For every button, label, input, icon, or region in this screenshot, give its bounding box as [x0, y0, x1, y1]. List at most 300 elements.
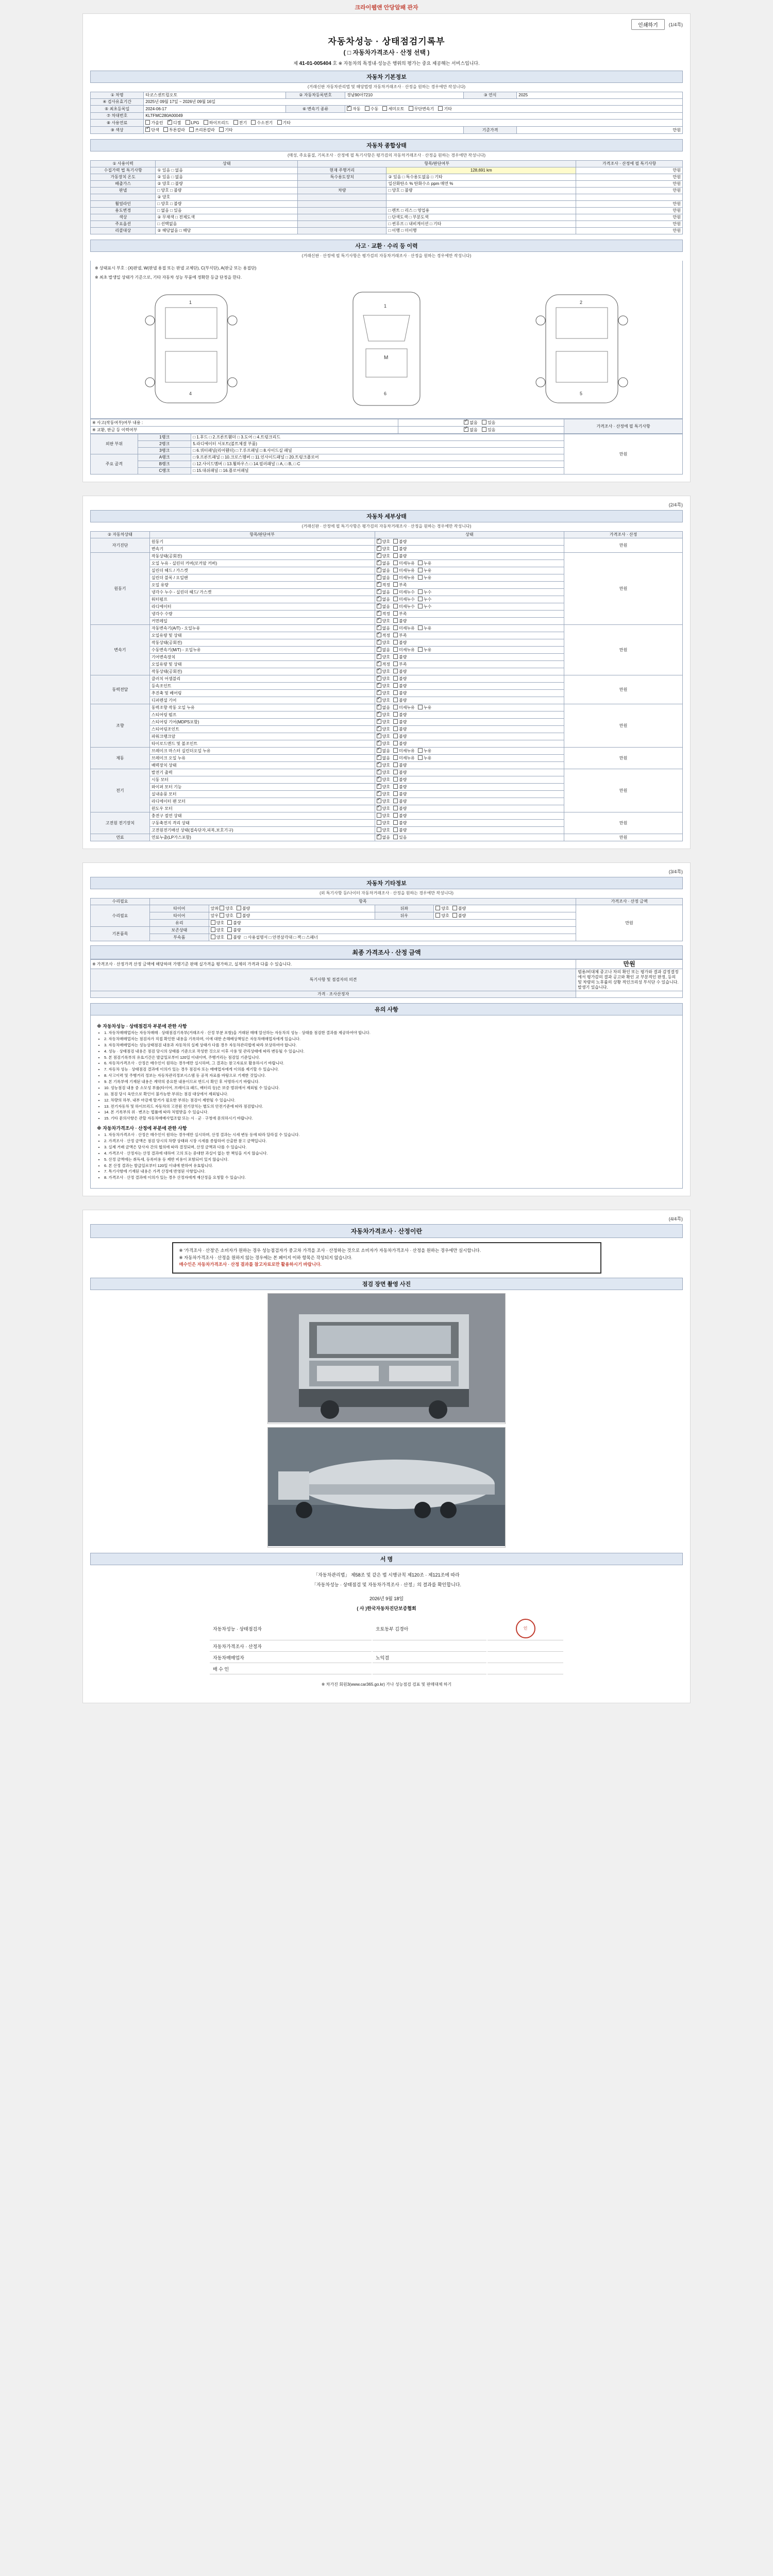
detail-opt-미세누유[interactable]: 미세누유: [393, 625, 415, 631]
detail-item-1-7: 라디에이터: [149, 603, 375, 611]
final-price-table: [90, 959, 683, 998]
detail-opt-양호[interactable]: ✓ 양호: [377, 654, 390, 660]
photo-2: [267, 1427, 506, 1548]
detail-item-7-1: 구동축전지 격리 상태: [149, 820, 375, 827]
detail-opt-불량[interactable]: 불량: [393, 539, 407, 545]
svg-text:1: 1: [383, 303, 386, 309]
fuel-opt-hybrid[interactable]: 하이브리드: [204, 120, 229, 126]
doc-law-line: [90, 60, 683, 66]
detail-item-2-1: 오일유량 및 상태: [149, 632, 375, 639]
detail-opt-양호[interactable]: 양호: [377, 813, 390, 819]
page-number-2: (2/4쪽): [668, 502, 683, 507]
price-explain-title: 자동차가격조사 · 산정이란: [90, 1224, 683, 1238]
terms-item: • 15. 기타 문의사항은 관할 자동차매매사업조합 또는 시 · 군 · 구청에 문의하시기 바랍니다.: [104, 1116, 676, 1122]
parts-items-2[interactable]: 5.라디에이터 서포트(볼트체결 부품): [191, 441, 564, 448]
page-1: [82, 13, 691, 482]
detail-opt-없음[interactable]: ✓ 없음: [377, 748, 390, 754]
etc-tire-front-right[interactable]: 앞우 양호 불량: [209, 912, 375, 920]
detail-state-7-1[interactable]: [375, 820, 564, 827]
detail-opt-양호[interactable]: ✓ 양호: [377, 777, 390, 783]
transmission-opt-etc[interactable]: 기타: [438, 106, 451, 112]
overall-row-5-name: 휠얼라인: [91, 201, 156, 208]
detail-opt-미세누유[interactable]: 미세누유: [393, 568, 415, 573]
detail-state-4-0[interactable]: [375, 704, 564, 711]
detail-state-2-2[interactable]: [375, 639, 564, 647]
table-row: [91, 834, 683, 841]
detail-opt-불량[interactable]: 불량: [393, 813, 407, 819]
field-label-inspection: ④ 검사유효기간: [91, 99, 144, 106]
accident-line-1: ※ 최초 발생일 상태가 기준으로, 기타 자동차 성능 부품에 정확한 등급 단정을 한다.: [95, 275, 242, 280]
terms-section-0-heading: ※ 자동차성능 · 상태점검자 부분에 관한 사항: [97, 1024, 187, 1029]
detail-opt-불량[interactable]: 불량: [393, 698, 407, 703]
terms-section-0-list: [104, 1030, 676, 1122]
detail-table-body: [91, 538, 683, 841]
overall-note: (매성, 주요품질, 기록조사 · 산정에 필 특기사항은 평가검의 자동차거래조사 · 산정을 원하는 경우에만 작성니다): [287, 153, 486, 158]
detail-opt-없음[interactable]: ✓ 없음: [377, 575, 390, 581]
overall-row-5-a[interactable]: □ 양호 □ 불량: [156, 201, 298, 208]
overall-row-2-b: [298, 181, 386, 188]
detail-opt-불량[interactable]: 불량: [393, 820, 407, 826]
detail-opt-불량[interactable]: 불량: [393, 784, 407, 790]
accident-parts-table: [90, 434, 683, 474]
terms-item: • 2. 자동차매매업자는 점검자가 직접 확인한 내용을 기록하며, 이에 대한 손해배상책임은 자동차매매업자에게 있습니다.: [104, 1037, 676, 1042]
detail-state-0-1[interactable]: [375, 546, 564, 553]
parts-items-a[interactable]: □ 9.프론트패널 □ 10.크로스멤버 □ 11.인사이드패널 □ 20.트렁크플로어: [191, 454, 564, 461]
detail-opt-없음[interactable]: ✓ 없음: [377, 597, 390, 602]
detail-note: (거래신판 · 산정에 필 특기사항은 평가검의 자동차거래조사 · 산정을 원하는 경우에만 작성니다): [301, 524, 472, 529]
terms-item: • 12. 차량의 하부, 내부 마감재 탈거가 필요한 부위는 점검이 제한될 수 있습니다.: [104, 1098, 676, 1104]
detail-head-0: ② 자동차상태: [91, 532, 150, 538]
detail-opt-양호[interactable]: ✓ 양호: [377, 690, 390, 696]
detail-group-4: 조향: [91, 704, 150, 748]
detail-item-5-0: 브레이크 마스터 실린더오일 누유: [149, 748, 375, 755]
detail-opt-불량[interactable]: 불량: [393, 777, 407, 783]
detail-opt-불량[interactable]: 불량: [393, 690, 407, 696]
parts-items-c[interactable]: □ 15.대쉬패널 □ 16.플로어패널: [191, 468, 564, 474]
detail-state-2-0[interactable]: [375, 625, 564, 632]
detail-state-6-5[interactable]: [375, 805, 564, 812]
overall-row-9-c[interactable]: □ 이행 □ 미이행: [386, 228, 576, 234]
detail-opt-불량[interactable]: 불량: [393, 799, 407, 804]
detail-opt-불량[interactable]: 불량: [393, 719, 407, 725]
detail-opt-양호[interactable]: 양호: [377, 827, 390, 833]
detail-opt-없음[interactable]: ✓ 없음: [377, 561, 390, 566]
detail-opt-미세누수[interactable]: 미세누수: [393, 589, 415, 595]
detail-state-3-3[interactable]: [375, 697, 564, 704]
detail-price-8: 만원: [564, 834, 683, 841]
etc-tire-rear-left[interactable]: [434, 905, 576, 912]
overall-row-1-d: 만원: [576, 174, 683, 181]
detail-opt-불량[interactable]: 불량: [393, 669, 407, 674]
overall-row-0-a[interactable]: ① 있음 □ 없음: [156, 167, 298, 174]
detail-opt-불량[interactable]: 불량: [393, 654, 407, 660]
signature-footer: ※ 차가진 회원3(www.car365.go.kr) 가나 성능점검 검표 및 판매대체 하기: [321, 1682, 452, 1687]
etc-tire-rear-right[interactable]: [434, 912, 576, 920]
transmission-opt-semi[interactable]: 세미오토: [382, 106, 404, 112]
detail-state-4-5[interactable]: [375, 740, 564, 748]
parts-group-frame: 주요 골격: [91, 454, 138, 474]
etc-tire-front-left[interactable]: 앞좌 양호 불량: [209, 905, 375, 912]
detail-opt-누유[interactable]: 누유: [418, 568, 431, 573]
field-value-carname: 타코스센트럴오토: [144, 92, 286, 99]
detail-opt-없음[interactable]: ✓ 없음: [377, 568, 390, 573]
detail-item-3-0: 클러치 어셈블리: [149, 675, 375, 683]
detail-state-7-0[interactable]: [375, 812, 564, 820]
detail-state-0-0[interactable]: [375, 538, 564, 546]
detail-opt-누유[interactable]: 누유: [418, 561, 431, 566]
detail-opt-없음[interactable]: ✓ 없음: [377, 755, 390, 761]
detail-opt-양호[interactable]: ✓ 양호: [377, 553, 390, 559]
transmission-opt-cvt[interactable]: 무단변속기: [409, 106, 434, 112]
detail-item-7-2: 고전원전기배선 상태(접속단자,피복,보호기구): [149, 827, 375, 834]
detail-state-1-5[interactable]: [375, 589, 564, 596]
detail-opt-부족[interactable]: 부족: [393, 662, 407, 667]
detail-item-4-0: 동력조향 작동 오일 누유: [149, 704, 375, 711]
detail-opt-미세누수[interactable]: 미세누수: [393, 604, 415, 609]
accident-panel-yes[interactable]: 있음: [482, 427, 495, 433]
page-number-3: (3/4쪽): [668, 869, 683, 874]
detail-state-2-3[interactable]: [375, 647, 564, 654]
detail-price-4: 만원: [564, 704, 683, 748]
overall-row-2-a[interactable]: ② 양호 □ 불량: [156, 181, 298, 188]
page-4: [82, 1210, 691, 1703]
detail-state-1-7[interactable]: [375, 603, 564, 611]
detail-state-3-1[interactable]: [375, 683, 564, 690]
detail-opt-있음[interactable]: 있음: [393, 835, 407, 840]
detail-opt-불량[interactable]: 불량: [393, 762, 407, 768]
overall-row-8-a[interactable]: □ 선택없음: [156, 221, 298, 228]
overall-row-6-c[interactable]: □ 렌트 □ 리스 □ 영업용: [386, 208, 576, 214]
detail-opt-양호[interactable]: ✓ 양호: [377, 762, 390, 768]
detail-item-5-1: 브레이크 오일 누유: [149, 755, 375, 762]
table-row: [91, 675, 683, 683]
detail-opt-부족[interactable]: 부족: [393, 611, 407, 617]
detail-opt-불량[interactable]: 불량: [393, 741, 407, 747]
detail-state-1-3[interactable]: [375, 574, 564, 582]
parts-items-3[interactable]: □ 6.쿼터패널(리어휀더) □ 7.루프패널 □ 8.사이드실 패널: [191, 448, 564, 454]
detail-head-3: 가격조사 · 산정: [564, 532, 683, 538]
detail-opt-미세누수[interactable]: 미세누수: [393, 597, 415, 602]
field-value-firstreg: 2024-06-17: [144, 106, 286, 113]
detail-opt-누유[interactable]: 누유: [418, 647, 431, 653]
terms-item: • 4. 가격조사 · 산정자는 산정 결과에 대하여 고의 또는 중대한 과실이 없는 한 책임을 지지 않습니다.: [104, 1151, 676, 1157]
terms-item: • 1. 자동차가격조사 · 산정은 매수인이 원하는 경우에만 실시하며, 산정 결과는 시세 변동 등에 따라 달라질 수 있습니다.: [104, 1132, 676, 1138]
detail-opt-불량[interactable]: 불량: [393, 683, 407, 689]
detail-opt-미세누유[interactable]: 미세누유: [393, 755, 415, 761]
etc-tire-label-2: 타이어: [149, 912, 209, 920]
detail-state-2-5[interactable]: [375, 661, 564, 668]
etc-head-1: 항목: [149, 899, 576, 905]
detail-state-6-1[interactable]: [375, 776, 564, 784]
detail-state-1-2[interactable]: [375, 567, 564, 574]
overall-row-5-d: 만원: [576, 201, 683, 208]
fuel-opt-etc[interactable]: 기타: [277, 120, 291, 126]
detail-head-1: 항목/판단여부: [149, 532, 375, 538]
detail-opt-양호[interactable]: ✓ 양호: [377, 669, 390, 674]
detail-price-6: 만원: [564, 769, 683, 812]
overall-row-8-name: 주요옵션: [91, 221, 156, 228]
detail-opt-누유[interactable]: 누유: [418, 625, 431, 631]
detail-opt-미세누유[interactable]: 미세누유: [393, 748, 415, 754]
detail-item-4-2: 스티어링 기어(MDPS포함): [149, 719, 375, 726]
color-opt-three[interactable]: 쓰리톤칼라: [189, 127, 215, 133]
detail-opt-양호[interactable]: ✓ 양호: [377, 734, 390, 739]
detail-opt-적정[interactable]: ✓ 적정: [377, 633, 390, 638]
table-row: [91, 704, 683, 711]
etc-basic-row-0-title: 보존상태: [149, 927, 209, 934]
table-row: [91, 812, 683, 820]
detail-opt-양호[interactable]: ✓ 양호: [377, 799, 390, 804]
sig-row-0-value: 오토동부 김경아: [373, 1617, 486, 1640]
basic-1-good: 양호: [211, 935, 224, 940]
terms-item: • 13. 전기자동차 및 하이브리드 자동차의 고전원 전기장치는 별도의 안전기준에 따라 점검합니다.: [104, 1104, 676, 1110]
detail-state-4-1[interactable]: [375, 711, 564, 719]
sig-row-0-stamp: [488, 1617, 563, 1640]
detail-opt-미세누유[interactable]: 미세누유: [393, 561, 415, 566]
detail-opt-양호[interactable]: ✓ 양호: [377, 539, 390, 545]
detail-opt-적정[interactable]: ✓ 적정: [377, 611, 390, 617]
detail-state-1-1[interactable]: [375, 560, 564, 567]
detail-opt-없음[interactable]: ✓ 없음: [377, 705, 390, 710]
detail-opt-없음[interactable]: ✓ 없음: [377, 625, 390, 631]
terms-item: • 5. 본 점검기록부의 유효기간은 발급일로부터 120일 이내이며, 주행거리는 점검일 기준입니다.: [104, 1055, 676, 1061]
page-number-1: (1/4쪽): [668, 22, 683, 27]
detail-state-4-2[interactable]: [375, 719, 564, 726]
detail-opt-양호[interactable]: ✓ 양호: [377, 546, 390, 552]
detail-state-4-4[interactable]: [375, 733, 564, 740]
detail-item-4-5: 타이로드엔드 및 볼조인트: [149, 740, 375, 748]
terms-item: • 3. 실제 거래 금액은 당사자 간의 협의에 따라 결정되며, 산정 금액과 다를 수 있습니다.: [104, 1145, 676, 1150]
detail-opt-양호[interactable]: ✓ 양호: [377, 741, 390, 747]
overall-head-0: ① 사용이력: [91, 161, 156, 167]
sig-row-1-key: 자동차가격조사 · 산정자: [210, 1641, 372, 1652]
dealer-label: 가격 · 조사산정자: [91, 991, 576, 998]
parts-items-1[interactable]: □ 1.후드 □ 2.프론트휀더 □ 3.도어 □ 4.트렁크리드: [191, 434, 564, 441]
page-title: 자동차성능 · 상태점검기록부: [328, 37, 445, 46]
etc-basic-row-1-value[interactable]: [209, 934, 576, 941]
detail-item-7-0: 충전구 절연 상태: [149, 812, 375, 820]
sig-row-3-key: 매 수 인: [210, 1664, 372, 1674]
detail-state-3-0[interactable]: [375, 675, 564, 683]
detail-item-6-1: 시동 모터: [149, 776, 375, 784]
overall-row-9-a[interactable]: ② 해당없음 □ 해당: [156, 228, 298, 234]
terms-section-1-list: [104, 1132, 676, 1181]
detail-state-2-4[interactable]: [375, 654, 564, 661]
detail-state-2-6[interactable]: [375, 668, 564, 675]
detail-state-5-0[interactable]: [375, 748, 564, 755]
detail-state-5-1[interactable]: [375, 755, 564, 762]
etc-group-repair: 수리필요: [91, 905, 150, 927]
detail-opt-양호[interactable]: ✓ 양호: [377, 683, 390, 689]
detail-table: [90, 531, 683, 841]
detail-opt-불량[interactable]: 불량: [393, 712, 407, 718]
detail-opt-누수[interactable]: 누수: [418, 604, 431, 609]
detail-opt-누유[interactable]: 누유: [418, 755, 431, 761]
etc-basic-row-0-value[interactable]: [209, 927, 576, 934]
color-opt-two[interactable]: 투톤칼라: [163, 127, 185, 133]
parts-items-b[interactable]: □ 12.사이드멤버 □ 13.휠하우스 □ 14.필러패널 □ A, □ B, □ C: [191, 461, 564, 468]
detail-price-3: 만원: [564, 675, 683, 704]
field-value-transmission: [345, 106, 683, 113]
detail-group-7: 고전원 전기장치: [91, 812, 150, 834]
overall-row-8-d: 만원: [576, 221, 683, 228]
fuel-opt-hydrogen[interactable]: 수소전기: [251, 120, 273, 126]
detail-opt-불량[interactable]: 불량: [393, 791, 407, 797]
parts-rank-2: 2랭크: [138, 441, 191, 448]
detail-opt-양호[interactable]: ✓ 양호: [377, 770, 390, 775]
detail-opt-양호[interactable]: ✓ 양호: [377, 698, 390, 703]
detail-opt-누수[interactable]: 누수: [418, 589, 431, 595]
detail-opt-불량[interactable]: 불량: [393, 734, 407, 739]
detail-state-1-0[interactable]: [375, 553, 564, 560]
color-opt-etc[interactable]: 기타: [219, 127, 232, 133]
detail-state-6-3[interactable]: [375, 791, 564, 798]
detail-opt-불량[interactable]: 불량: [393, 770, 407, 775]
detail-state-7-2[interactable]: [375, 827, 564, 834]
detail-opt-부족[interactable]: 부족: [393, 633, 407, 638]
detail-opt-양호[interactable]: ✓ 양호: [377, 791, 390, 797]
detail-opt-적정[interactable]: ✓ 적정: [377, 582, 390, 588]
overall-row-7-c[interactable]: □ 단색도색 □ 부분도색: [386, 214, 576, 221]
fuel-opt-diesel[interactable]: ✓ 디젤: [167, 120, 181, 126]
detail-item-0-1: 변속기: [149, 546, 375, 553]
detail-state-5-2[interactable]: [375, 762, 564, 769]
overall-row-6-a[interactable]: □ 없음 □ 있음: [156, 208, 298, 214]
detail-item-1-8: 냉각수 수량: [149, 611, 375, 618]
detail-state-1-9[interactable]: [375, 618, 564, 625]
detail-opt-누유[interactable]: 누유: [418, 575, 431, 581]
basic-0-bad: 불량: [227, 927, 241, 933]
overall-row-4-name: [91, 194, 156, 201]
detail-state-8-0[interactable]: [375, 834, 564, 841]
transmission-opt-auto[interactable]: ✓ 자동: [347, 106, 360, 112]
page-3: [82, 862, 691, 1196]
overall-row-0-c: 128,691 km: [386, 167, 576, 174]
etc-glass-value[interactable]: [209, 920, 576, 927]
top-notice-text: 크라이웹앤 안당알패 관자: [355, 5, 418, 11]
detail-opt-없음[interactable]: ✓ 없음: [377, 589, 390, 595]
overall-row-1-a[interactable]: ② 있음 □ 없음: [156, 174, 298, 181]
detail-opt-양호[interactable]: ✓ 양호: [377, 640, 390, 646]
detail-opt-양호[interactable]: ✓ 양호: [377, 784, 390, 790]
detail-opt-양호[interactable]: ✓ 양호: [377, 712, 390, 718]
detail-item-0-0: 원동기: [149, 538, 375, 546]
tire-rr-bad: 불량: [452, 913, 466, 919]
overall-row-2-name: 배출가스: [91, 181, 156, 188]
color-opt-single[interactable]: ✓ 단색: [145, 127, 159, 133]
detail-opt-누유[interactable]: 누유: [418, 748, 431, 754]
overall-row-3-c[interactable]: □ 양호 □ 불량: [386, 188, 576, 194]
detail-opt-양호[interactable]: ✓ 양호: [377, 719, 390, 725]
terms-item: • 4. 성능 · 상태점검 내용은 점검 당시의 상태를 기준으로 작성한 것으로 이후 사용 및 관리상태에 따라 변동될 수 있습니다.: [104, 1049, 676, 1055]
detail-opt-불량[interactable]: 불량: [393, 553, 407, 559]
detail-state-1-8[interactable]: [375, 611, 564, 618]
accident-result-yes[interactable]: 있음: [482, 420, 495, 426]
detail-opt-불량[interactable]: 불량: [393, 676, 407, 682]
print-button[interactable]: 인쇄하기: [631, 19, 665, 30]
basic-info-band: 자동차 기본정보: [90, 71, 683, 83]
accident-panel-label: ※ 교환, 판금 등 이력여부: [91, 427, 398, 434]
terms-item: • 3. 자동차매매업자는 성능상태점검 내용과 자동차의 실제 상태가 다를 경우 자동차관리법에 따라 보상하여야 합니다.: [104, 1043, 676, 1048]
overall-row-3-a[interactable]: □ 양호 □ 불량: [156, 188, 298, 194]
detail-opt-불량[interactable]: 불량: [393, 640, 407, 646]
field-label-vin: ⑦ 차대번호: [91, 113, 144, 120]
detail-opt-미세누유[interactable]: 미세누유: [393, 575, 415, 581]
overall-row-4-d: [576, 194, 683, 201]
terms-item: • 8. 사고이력 및 주행거리 정보는 자동차관리정보시스템 등 공적 자료를 바탕으로 기재한 것입니다.: [104, 1073, 676, 1079]
overall-row-4-a[interactable]: ② 양호: [156, 194, 298, 201]
detail-opt-없음[interactable]: ✓ 없음: [377, 647, 390, 653]
terms-item: • 2. 가격조사 · 산정 금액은 점검 당시의 차량 상태와 시장 시세를 종합하여 산출한 참고 금액입니다.: [104, 1139, 676, 1144]
transmission-opt-manual[interactable]: 수동: [365, 106, 378, 112]
parts-rank-a: A랭크: [138, 454, 191, 461]
detail-state-4-3[interactable]: [375, 726, 564, 733]
basic-0-good: 양호: [211, 927, 224, 933]
overall-row-7-a[interactable]: ② 무채색 □ 전체도색: [156, 214, 298, 221]
detail-opt-누유[interactable]: 누유: [418, 705, 431, 710]
final-price-band: 최종 가격조사 · 산정 금액: [90, 945, 683, 959]
detail-opt-누수[interactable]: 누수: [418, 597, 431, 602]
detail-item-1-4: 오일 유량: [149, 582, 375, 589]
detail-price-1: 만원: [564, 553, 683, 625]
svg-text:1: 1: [189, 300, 192, 305]
overall-row-8-c[interactable]: □ 썬루프 □ 내비게이션 □ 기타: [386, 221, 576, 228]
detail-state-1-4[interactable]: [375, 582, 564, 589]
detail-opt-불량[interactable]: 불량: [393, 827, 407, 833]
terms-item: • 11. 점검 당시 육안으로 확인이 불가능한 부위는 점검 대상에서 제외됩니다.: [104, 1092, 676, 1097]
detail-opt-양호[interactable]: ✓ 양호: [377, 618, 390, 624]
detail-state-6-2[interactable]: [375, 784, 564, 791]
detail-item-1-6: 워터펌프: [149, 596, 375, 603]
fuel-opt-gasoline[interactable]: 가솔린: [145, 120, 163, 126]
detail-item-2-2: 작동상태(공회전): [149, 639, 375, 647]
detail-opt-불량[interactable]: 불량: [393, 806, 407, 811]
detail-opt-불량[interactable]: 불량: [393, 546, 407, 552]
detail-opt-미세누유[interactable]: 미세누유: [393, 647, 415, 653]
accident-result-none[interactable]: ✓ 없음: [464, 420, 477, 426]
detail-opt-양호[interactable]: 양호: [377, 820, 390, 826]
sig-row-1-value: [373, 1641, 486, 1652]
overall-row-1-c[interactable]: ② 있음 □ 특수용도없음 □ 기타: [386, 174, 576, 181]
fuel-opt-lpg[interactable]: LPG: [186, 120, 199, 126]
terms-item: • 9. 본 기록부에 기재된 내용은 계약의 중요한 내용이므로 반드시 확인 후 서명하시기 바랍니다.: [104, 1079, 676, 1085]
terms-section-1-heading: ※ 자동차가격조사 · 산정에 부분에 관한 사항: [97, 1126, 187, 1131]
detail-opt-없음[interactable]: ✓ 없음: [377, 604, 390, 609]
detail-opt-양호[interactable]: ✓ 양호: [377, 676, 390, 682]
detail-opt-미세누유[interactable]: 미세누유: [393, 705, 415, 710]
detail-state-3-2[interactable]: [375, 690, 564, 697]
stamp-icon: 인: [516, 1619, 535, 1638]
parts-rank-c: C랭크: [138, 468, 191, 474]
detail-state-6-4[interactable]: [375, 798, 564, 805]
terms-item: • 6. 본 산정 결과는 발급일로부터 120일 이내에 한하여 유효합니다.: [104, 1163, 676, 1169]
tire-fl-bad: 불량: [237, 906, 250, 911]
detail-opt-양호[interactable]: ✓ 양호: [377, 726, 390, 732]
detail-opt-불량[interactable]: 불량: [393, 618, 407, 624]
detail-opt-양호[interactable]: ✓ 양호: [377, 806, 390, 811]
page-2: [82, 496, 691, 849]
fuel-opt-ev[interactable]: 전기: [233, 120, 247, 126]
detail-opt-없음[interactable]: ✓ 없음: [377, 835, 390, 840]
overall-row-0-name: 수집가력 법 특기사항: [91, 167, 156, 174]
detail-opt-부족[interactable]: 부족: [393, 582, 407, 588]
accident-panel-none[interactable]: ✓ 없음: [464, 427, 477, 433]
detail-state-6-0[interactable]: [375, 769, 564, 776]
detail-opt-불량[interactable]: 불량: [393, 726, 407, 732]
detail-state-1-6[interactable]: [375, 596, 564, 603]
detail-opt-적정[interactable]: ✓ 적정: [377, 662, 390, 667]
detail-state-2-1[interactable]: [375, 632, 564, 639]
